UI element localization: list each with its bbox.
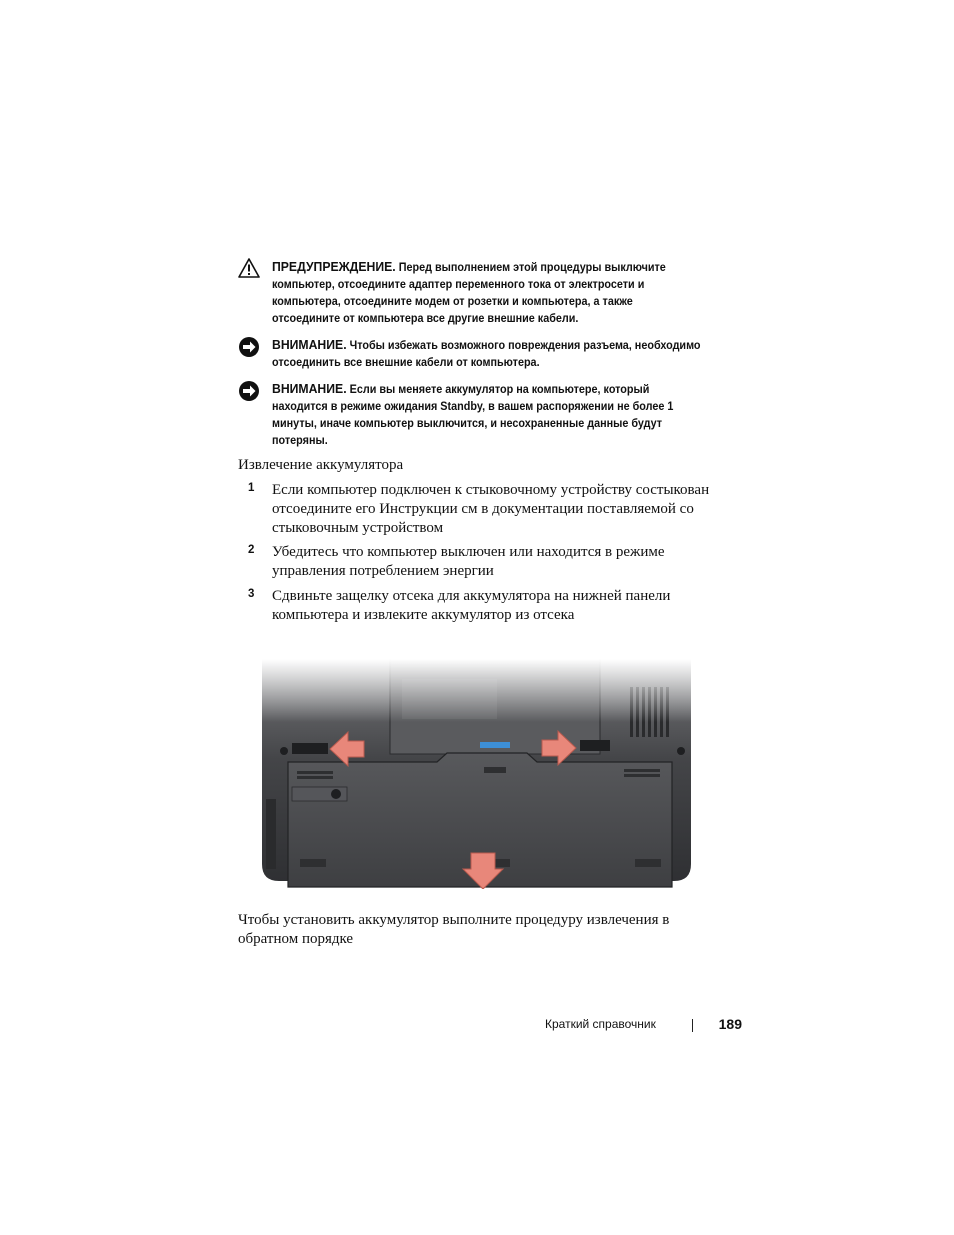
caution-text: Чтобы избежать возможного повреждения разъема, необходимо отсоединить все внешние кабели от компьютера.: [272, 340, 701, 369]
step-item: [248, 543, 728, 581]
warning-notice: [238, 258, 728, 328]
footer-title: Краткий справочник: [545, 1017, 656, 1031]
step-text: Если компьютер подключен к стыковочному устройству состыкован отсоедините его Инструкции см в документации поставляемой со стыковочным устройством: [272, 482, 710, 536]
laptop-battery-bay-illustration: [262, 659, 691, 889]
caution-notice: [238, 336, 728, 372]
footer-divider: [692, 1019, 693, 1032]
warning-text: Перед выполнением этой процедуры выключите компьютер, отсоедините адаптер переменного тока от электросети и компьютера, отсоедините модем от розетки и компьютера, а также отсоедините от компьютера все другие внешние кабели.: [272, 262, 666, 325]
notice-arrow-icon: [238, 336, 262, 360]
notice-arrow-icon: [238, 380, 262, 404]
battery-removal-figure: [262, 659, 691, 889]
caution-label: ВНИМАНИЕ.: [272, 337, 347, 352]
page-number: 189: [718, 1016, 742, 1032]
step-text: Сдвиньте защелку отсека для аккумулятора на нижней панели компьютера и извлеките аккумулятор из отсека: [272, 588, 671, 623]
standby-caution-label: ВНИМАНИЕ.: [272, 381, 347, 396]
step-number: 2: [248, 544, 255, 556]
step-item: [248, 587, 728, 625]
standby-caution-notice: [238, 380, 728, 450]
step-item: [248, 481, 728, 538]
section-heading: Извлечение аккумулятора: [238, 457, 404, 473]
standby-caution-text: Если вы меняете аккумулятор на компьютере, который находится в режиме ожидания Standby, в вашем распоряжении не более 1 минуты, иначе компьютер выключится, и несохраненные данные будут потеряны.: [272, 384, 674, 447]
closing-paragraph: Чтобы установить аккумулятор выполните процедуру извлечения в обратном порядке: [238, 912, 670, 947]
step-number: 3: [248, 588, 255, 600]
step-number: 1: [248, 482, 255, 494]
step-text: Убедитесь что компьютер выключен или находится в режиме управления потреблением энергии: [272, 544, 665, 579]
page-footer: [530, 1016, 742, 1036]
warning-label: ПРЕДУПРЕЖДЕНИЕ.: [272, 259, 396, 274]
warning-triangle-icon: [238, 258, 262, 282]
